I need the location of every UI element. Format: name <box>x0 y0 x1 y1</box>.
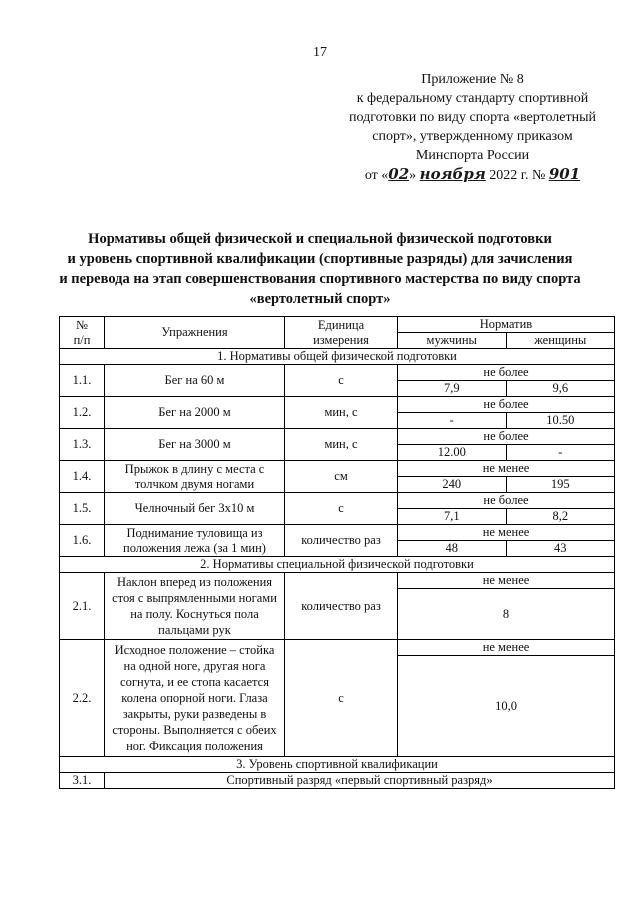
row-exercise: Исходное положение – стойка на одной ноге, другая нога согнута, и ее стопа касается колена опорной ноги. Глаза закрыты, руки разведены в стороны. Выполняется с обеих ног. Фиксация положения <box>105 640 285 757</box>
row-exercise: Прыжок в длину с места с толчком двумя ногами <box>105 461 285 493</box>
row-women-value: 195 <box>506 477 615 493</box>
header-num: № п/п <box>60 317 105 349</box>
date-mid: » <box>409 168 420 183</box>
row-num: 3.1. <box>60 773 105 789</box>
row-men-value: 240 <box>398 477 507 493</box>
row-women-value: 10.50 <box>506 413 615 429</box>
row-exercise: Поднимание туловища из положения лежа (за 1 мин) <box>105 525 285 557</box>
row-condition: не более <box>398 397 615 413</box>
table-row <box>60 573 615 589</box>
row-unit: количество раз <box>285 525 398 557</box>
date-year: 2022 г. № <box>485 168 549 183</box>
date-prefix: от « <box>364 168 389 183</box>
row-qualification: Спортивный разряд «первый спортивный разряд» <box>105 773 615 789</box>
header-women: женщины <box>506 333 615 349</box>
row-condition: не более <box>398 429 615 445</box>
section-row <box>60 349 615 365</box>
row-unit: мин, с <box>285 429 398 461</box>
row-exercise: Челночный бег 3x10 м <box>105 493 285 525</box>
row-men-value: 48 <box>398 541 507 557</box>
row-exercise: Бег на 2000 м <box>105 397 285 429</box>
norms-table <box>59 316 615 789</box>
appendix-line-2: к федеральному стандарту спортивной <box>356 91 589 106</box>
handwritten-day: 02 <box>388 165 410 183</box>
row-unit: см <box>285 461 398 493</box>
page-number: 17 <box>313 45 327 60</box>
title-line-1: Нормативы общей физической и специальной физической подготовки <box>88 231 552 247</box>
row-unit: мин, с <box>285 397 398 429</box>
section-3-title: 3. Уровень спортивной квалификации <box>60 757 615 773</box>
row-condition: не менее <box>398 640 615 656</box>
table-row <box>60 397 615 413</box>
row-women-value: 9,6 <box>506 381 615 397</box>
section-row <box>60 757 615 773</box>
row-women-value: 8,2 <box>506 509 615 525</box>
row-num: 1.5. <box>60 493 105 525</box>
row-condition: не более <box>398 365 615 381</box>
row-common-value: 8 <box>398 589 615 640</box>
table-row <box>60 493 615 509</box>
row-unit: с <box>285 493 398 525</box>
appendix-line-4: спорт», утвержденному приказом <box>372 129 573 144</box>
row-men-value: 12.00 <box>398 445 507 461</box>
row-num: 1.4. <box>60 461 105 493</box>
row-num: 1.1. <box>60 365 105 397</box>
appendix-line-1: Приложение № 8 <box>421 72 524 87</box>
row-men-value: 7,9 <box>398 381 507 397</box>
table-row <box>60 365 615 381</box>
row-condition: не менее <box>398 573 615 589</box>
row-men-value: - <box>398 413 507 429</box>
row-condition: не более <box>398 493 615 509</box>
row-exercise: Бег на 3000 м <box>105 429 285 461</box>
table-row <box>60 429 615 445</box>
row-num: 1.3. <box>60 429 105 461</box>
row-condition: не менее <box>398 525 615 541</box>
table-row <box>60 461 615 477</box>
header-norm: Норматив <box>398 317 615 333</box>
row-common-value: 10,0 <box>398 656 615 757</box>
row-num: 1.6. <box>60 525 105 557</box>
table-header-row <box>60 317 615 333</box>
section-1-title: 1. Нормативы общей физической подготовки <box>60 349 615 365</box>
title-line-4: «вертолетный спорт» <box>249 291 391 307</box>
row-condition: не менее <box>398 461 615 477</box>
table-row <box>60 525 615 541</box>
row-num: 2.1. <box>60 573 105 640</box>
handwritten-month: ноября <box>419 165 486 183</box>
appendix-header <box>330 70 615 185</box>
row-num: 2.2. <box>60 640 105 757</box>
row-unit: количество раз <box>285 573 398 640</box>
row-women-value: 43 <box>506 541 615 557</box>
table-row <box>60 640 615 656</box>
header-men: мужчины <box>398 333 507 349</box>
header-exercise: Упражнения <box>105 317 285 349</box>
handwritten-order-number: 901 <box>548 165 581 183</box>
row-unit: с <box>285 365 398 397</box>
section-2-title: 2. Нормативы специальной физической подготовки <box>60 557 615 573</box>
title-line-3: и перевода на этап совершенствования спортивного мастерства по виду спорта <box>59 271 581 287</box>
appendix-line-5: Минспорта России <box>415 148 530 163</box>
document-title <box>40 229 600 309</box>
title-line-2: и уровень спортивной квалификации (спортивные разряды) для зачисления <box>67 251 573 267</box>
row-num: 1.2. <box>60 397 105 429</box>
row-men-value: 7,1 <box>398 509 507 525</box>
table-row <box>60 773 615 789</box>
appendix-line-3: подготовки по виду спорта «вертолетный <box>348 110 597 125</box>
section-row <box>60 557 615 573</box>
row-exercise: Бег на 60 м <box>105 365 285 397</box>
order-date-line <box>330 165 615 185</box>
row-women-value: - <box>506 445 615 461</box>
row-exercise: Наклон вперед из положения стоя с выпрямленными ногами на полу. Коснуться пола пальцами рук <box>105 573 285 640</box>
header-unit: Единица измерения <box>285 317 398 349</box>
row-unit: с <box>285 640 398 757</box>
